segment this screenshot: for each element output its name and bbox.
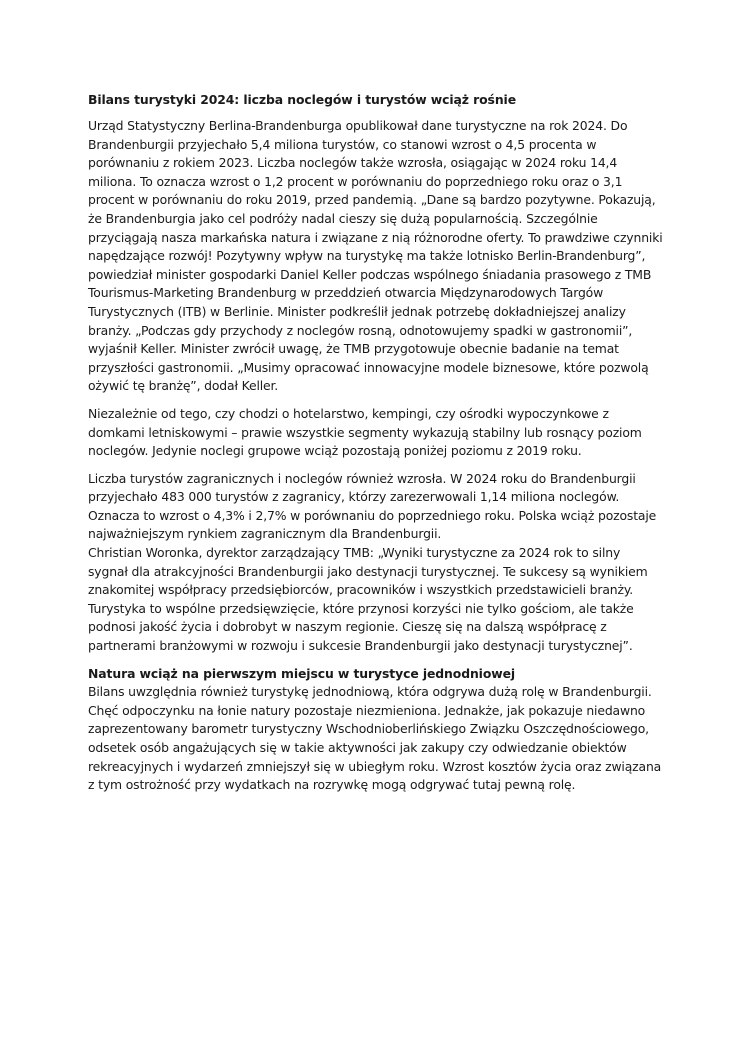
- paragraph-day-tourism: Bilans uwzględnia również turystykę jednodniową, która odgrywa dużą rolę w Brandenburgii. Chęć odpoczynku na łonie natury pozostaje niezmieniona. Jednakże, jak pokazuje niedawno zaprezentowany barometr turystyczny Wschodnioberlińskiego Związku Oszczędnościowego, odsetek osób angażujących się w takie aktywności jak zakupy czy odwiedzanie obiektów rekreacyjnych i wydarzeń zmniejszył się w ubiegłym roku. Wzrost kosztów życia oraz związana z tym ostrożność przy wydatkach na rozrywkę mogą odgrywać tutaj pewną rolę.: [88, 684, 662, 793]
- paragraph-segments: Niezależnie od tego, czy chodzi o hotelarstwo, kempingi, czy ośrodki wypoczynkowe z domkami letniskowymi – prawie wszystkie segmenty wykazują stabilny lub rosnący poziom noclegów. Jedynie noclegi grupowe wciąż pozostają poniżej poziomu z 2019 roku.: [88, 405, 642, 459]
- paragraph-woronka-quote: Christian Woronka, dyrektor zarządzający TMB: „Wyniki turystyczne za 2024 rok to silny sygnał dla atrakcyjności Brandenburgii jako destynacji turystycznej. Te sukcesy są wynikiem znakomitej współpracy przedsiębiorców, pracowników i wszystkich przedstawicieli branży. Turystyka to wspólne przedsięwzięcie, które przynosi korzyści nie tylko gościom, ale także podnosi jakość życia i dobrobyt w naszym regionie. Cieszę się na dalszą współpracę z partnerami branżowymi w rozwoju i sukcesie Brandenburgii jako destynacji turystycznej”.: [88, 545, 648, 654]
- paragraph-foreign-tourists: Liczba turystów zagranicznych i noclegów również wzrosła. W 2024 roku do Brandenburgii przyjechało 483 000 turystów z zagranicy, którzy zarezerwowali 1,14 miliona noclegów. Oznacza to wzrost o 4,3% i 2,7% w porównaniu do poprzedniego roku. Polska wciąż pozostaje najważniejszym rynkiem zagranicznym dla Brandenburgii.: [88, 470, 657, 542]
- page-title: Bilans turystyki 2024: liczba noclegów i turystów wciąż rośnie: [88, 92, 516, 107]
- paragraph-statistics: Urząd Statystyczny Berlina-Brandenburga opublikował dane turystyczne na rok 2024. Do Brandenburgii przyjechało 5,4 miliona turystów, co stanowi wzrost o 4,5 procenta w porównaniu z rokiem 2023. Liczba noclegów także wzrosła, osiągając w 2024 roku 14,4 miliona. To oznacza wzrost o 1,2 procent w porównaniu do poprzedniego roku oraz o 3,1 procent w porównaniu do roku 2019, przed pandemią. „Dane są bardzo pozytywne. Pokazują, że Brandenburgia jako cel podróży nadal cieszy się dużą popularnością. Szczególnie przyciągają nasza markańska natura i związane z nią różnorodne oferty. To prawdziwe czynniki napędzające rozwój! Pozytywny wpływ na turystykę ma także lotnisko Berlin-Brandenburg”, powiedział minister gospodarki Daniel Keller podczas wspólnego śniadania prasowego z TMB Tourismus-Marketing Brandenburg w przeddzień otwarcia Międzynarodowych Targów Turystycznych (ITB) w Berlinie. Minister podkreślił jednak potrzebę dokładniejszej analizy branży. „Podczas gdy przychody z noclegów rosną, odnotowujemy spadki w gastronomii”, wyjaśnił Keller. Minister zwrócił uwagę, że TMB przygotowuje obecnie badanie na temat przyszłości gastronomii. „Musimy opracować innowacyjne modele biznesowe, które pozwolą ożywić tę branżę”, dodał Keller.: [88, 118, 663, 394]
- section-heading-day-tourism: Natura wciąż na pierwszym miejscu w turystyce jednodniowej: [88, 665, 516, 681]
- document-page: [88, 91, 663, 804]
